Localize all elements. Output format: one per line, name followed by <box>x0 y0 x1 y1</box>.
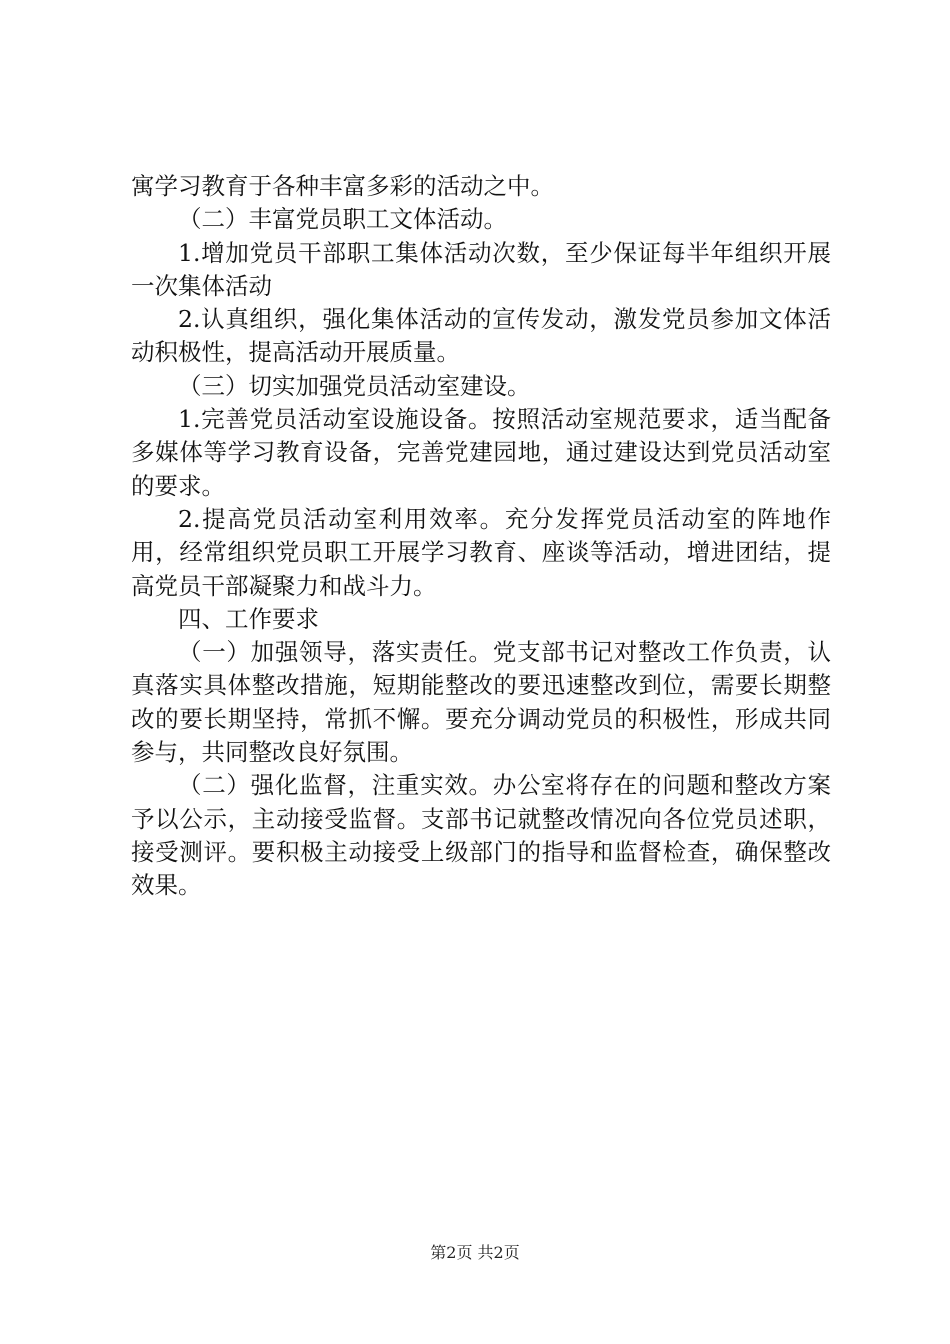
section-heading-3: （三）切实加强党员活动室建设。 <box>178 371 531 400</box>
page-footer <box>0 1243 950 1263</box>
paragraph-continuation: 寓学习教育于各种丰富多彩的活动之中。 <box>131 172 554 200</box>
document-body <box>131 170 831 903</box>
paragraph-requirement: （二）强化监督，注重实效。办公室将存在的问题和整改方案予以公示，主动接受监督。支部书记就整改情况向各位党员述职，接受测评。要积极主动接受上级部门的指导和监督检查，确保整改效果。 <box>131 771 831 900</box>
paragraph-item: 1.完善党员活动室设施设备。按照活动室规范要求，适当配备多媒体等学习教育设备，完善党建园地，通过建设达到党员活动室的要求。 <box>131 405 831 500</box>
paragraph-item: 2.提高党员活动室利用效率。充分发挥党员活动室的阵地作用，经常组织党员职工开展学习教育、座谈等活动，增进团结，提高党员干部凝聚力和战斗力。 <box>131 504 831 600</box>
section-heading-4: 四、工作要求 <box>178 604 319 633</box>
paragraph-item: 1.增加党员干部职工集体活动次数，至少保证每半年组织开展一次集体活动 <box>131 238 831 300</box>
page-number: 第2页 共2页 <box>430 1243 520 1262</box>
paragraph-requirement: （一）加强领导，落实责任。党支部书记对整改工作负责，认真落实具体整改措施，短期能整改的要迅速整改到位，需要长期整改的要长期坚持，常抓不懈。要充分调动党员的积极性，形成共同参与，共同整改良好氛围。 <box>131 638 831 767</box>
section-heading-2: （二）丰富党员职工文体活动。 <box>178 205 507 234</box>
paragraph-item: 2.认真组织，强化集体活动的宣传发动，激发党员参加文体活动积极性，提高活动开展质量。 <box>131 305 831 367</box>
